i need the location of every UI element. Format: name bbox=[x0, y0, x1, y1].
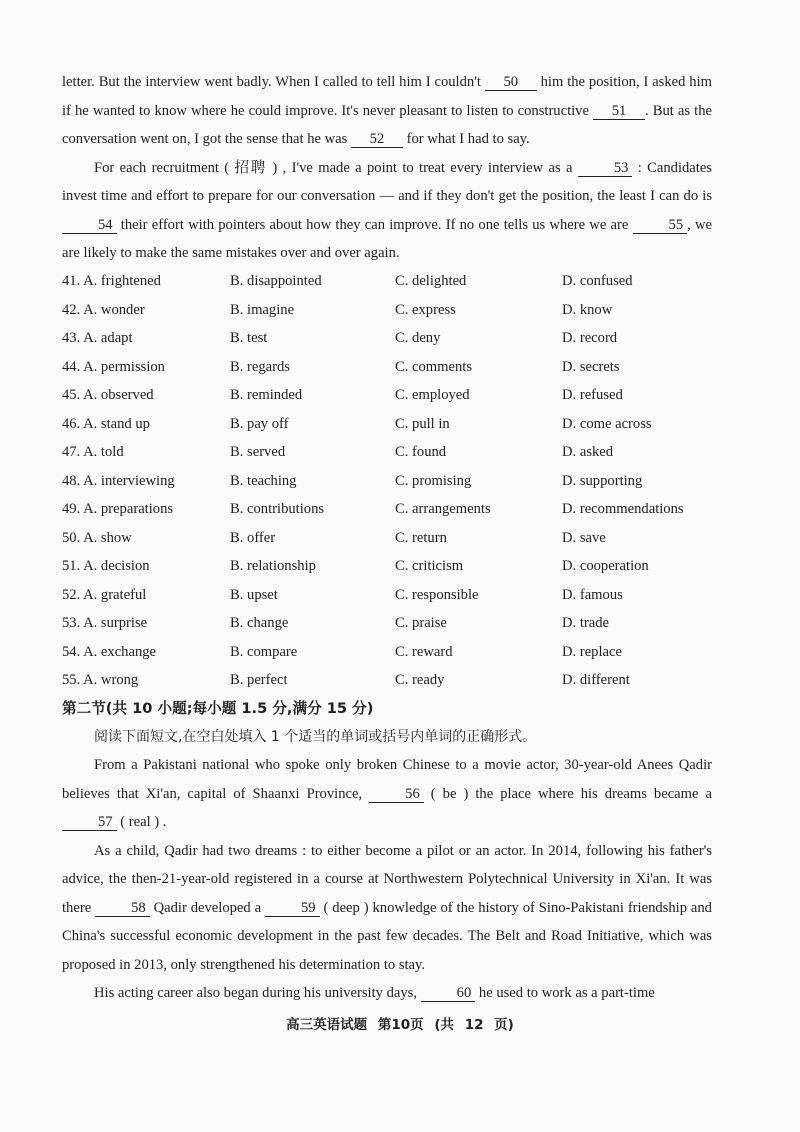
option-d[interactable]: D. asked bbox=[562, 444, 614, 461]
option-b[interactable]: B. contributions bbox=[230, 501, 325, 518]
option-a[interactable]: 47. A. told bbox=[62, 444, 124, 461]
option-b[interactable]: B. served bbox=[230, 444, 286, 461]
option-d[interactable]: D. know bbox=[562, 301, 613, 318]
text: , we are likely to make the same mistakes over and over again. bbox=[62, 216, 712, 261]
option-c[interactable]: C. arrangements bbox=[395, 501, 491, 518]
text: For each recruitment ( 招聘 ) , I've made a point to treat every interview as a bbox=[94, 159, 578, 176]
option-a[interactable]: 44. A. permission bbox=[62, 358, 165, 375]
blank-58[interactable]: 58 bbox=[95, 900, 150, 917]
option-b[interactable]: B. upset bbox=[230, 586, 278, 603]
option-row bbox=[62, 524, 712, 553]
passage-paragraph-5 bbox=[62, 979, 712, 1008]
option-d[interactable]: D. confused bbox=[562, 273, 633, 290]
option-row bbox=[62, 268, 712, 297]
options-table bbox=[62, 268, 712, 696]
option-d[interactable]: D. save bbox=[562, 529, 606, 546]
option-b[interactable]: B. test bbox=[230, 330, 268, 347]
option-d[interactable]: D. trade bbox=[562, 615, 610, 632]
option-b[interactable]: B. relationship bbox=[230, 558, 316, 575]
option-a[interactable]: 48. A. interviewing bbox=[62, 472, 175, 489]
text: . But as the conversation went on, I got the sense that he was bbox=[62, 102, 712, 147]
option-c[interactable]: C. criticism bbox=[395, 558, 464, 575]
blank-53[interactable]: 53 bbox=[578, 160, 633, 177]
text: ( be ) the place where his dreams became a bbox=[423, 785, 712, 802]
option-b[interactable]: B. compare bbox=[230, 643, 298, 660]
option-row bbox=[62, 382, 712, 411]
blank-56[interactable]: 56 bbox=[369, 786, 424, 803]
option-d[interactable]: D. come across bbox=[562, 415, 652, 432]
option-row bbox=[62, 296, 712, 325]
option-c[interactable]: C. found bbox=[395, 444, 447, 461]
text: their effort with pointers about how they can improve. If no one tells us where we are bbox=[116, 216, 633, 233]
option-a[interactable]: 41. A. frightened bbox=[62, 273, 161, 290]
passage-paragraph-1 bbox=[62, 68, 712, 154]
option-b[interactable]: B. imagine bbox=[230, 301, 295, 318]
option-row bbox=[62, 410, 712, 439]
option-c[interactable]: C. promising bbox=[395, 472, 472, 489]
option-a[interactable]: 42. A. wonder bbox=[62, 301, 145, 318]
option-d[interactable]: D. record bbox=[562, 330, 618, 347]
text: ( real ) . bbox=[116, 814, 167, 830]
option-d[interactable]: D. famous bbox=[562, 586, 623, 603]
option-row bbox=[62, 667, 712, 696]
blank-59[interactable]: 59 bbox=[265, 900, 320, 917]
blank-50[interactable]: 50 bbox=[485, 74, 537, 91]
text: : Candidates invest time and effort to prepare for our conversation — and if they don't get the position, the least I can do is bbox=[62, 159, 712, 204]
option-c[interactable]: C. delighted bbox=[395, 273, 467, 290]
option-d[interactable]: D. recommendations bbox=[562, 501, 684, 518]
passage-paragraph-3 bbox=[62, 751, 712, 837]
option-a[interactable]: 53. A. surprise bbox=[62, 615, 148, 632]
option-a[interactable]: 54. A. exchange bbox=[62, 643, 157, 660]
option-a[interactable]: 50. A. show bbox=[62, 529, 132, 546]
blank-60[interactable]: 60 bbox=[421, 985, 476, 1002]
option-c[interactable]: C. express bbox=[395, 301, 456, 318]
section-instruction: 阅读下面短文,在空白处填入 1 个适当的单词或括号内单词的正确形式。 bbox=[94, 729, 537, 745]
option-d[interactable]: D. replace bbox=[562, 643, 622, 660]
option-row bbox=[62, 325, 712, 354]
option-a[interactable]: 49. A. preparations bbox=[62, 501, 174, 518]
text: letter. But the interview went badly. When I called to tell him I couldn't bbox=[62, 74, 485, 90]
option-a[interactable]: 46. A. stand up bbox=[62, 415, 150, 432]
option-b[interactable]: B. reminded bbox=[230, 387, 303, 404]
blank-55[interactable]: 55 bbox=[633, 217, 688, 234]
option-d[interactable]: D. cooperation bbox=[562, 558, 649, 575]
option-d[interactable]: D. refused bbox=[562, 387, 623, 404]
option-c[interactable]: C. praise bbox=[395, 615, 447, 632]
option-c[interactable]: C. ready bbox=[395, 672, 445, 689]
option-c[interactable]: C. reward bbox=[395, 643, 453, 660]
option-a[interactable]: 55. A. wrong bbox=[62, 672, 139, 689]
passage-paragraph-4 bbox=[62, 837, 712, 980]
option-c[interactable]: C. employed bbox=[395, 387, 470, 404]
option-c[interactable]: C. pull in bbox=[395, 415, 450, 432]
option-b[interactable]: B. regards bbox=[230, 358, 290, 375]
option-row bbox=[62, 467, 712, 496]
option-b[interactable]: B. teaching bbox=[230, 472, 297, 489]
passage-paragraph-2 bbox=[62, 154, 712, 268]
option-c[interactable]: C. responsible bbox=[395, 586, 479, 603]
option-d[interactable]: D. different bbox=[562, 672, 630, 689]
option-row bbox=[62, 610, 712, 639]
option-row bbox=[62, 553, 712, 582]
blank-57[interactable]: 57 bbox=[62, 814, 117, 831]
section-title: 第二节(共 10 小题;每小题 1.5 分,满分 15 分) bbox=[62, 700, 374, 717]
text: ( deep ) knowledge of the history of Sino-Pakistani friendship and China's successful economic development in the past few decades. The Belt and Road Initiative, which was proposed in 2013, only strengthened his determination to stay. bbox=[62, 899, 712, 973]
option-d[interactable]: D. supporting bbox=[562, 472, 643, 489]
option-b[interactable]: B. pay off bbox=[230, 415, 289, 432]
option-b[interactable]: B. change bbox=[230, 615, 289, 632]
option-row bbox=[62, 353, 712, 382]
page-content bbox=[62, 68, 712, 1008]
option-row bbox=[62, 581, 712, 610]
blank-51[interactable]: 51 bbox=[593, 103, 645, 120]
option-row bbox=[62, 439, 712, 468]
option-c[interactable]: C. return bbox=[395, 529, 447, 546]
text: him the position, I asked him if he wanted to know where he could improve. It's never pleasant to listen to constructive bbox=[62, 74, 712, 119]
option-c[interactable]: C. deny bbox=[395, 330, 441, 347]
option-c[interactable]: C. comments bbox=[395, 358, 473, 375]
text: As a child, Qadir had two dreams : to either become a pilot or an actor. In 2014, following his father's advice, the then-21-year-old registered in a course at Northwestern Polytechnical University in Xi'an. It was there bbox=[62, 842, 712, 916]
text: From a Pakistani national who spoke only broken Chinese to a movie actor, 30-year-old Anees Qadir believes that Xi'an, capital of Shaanxi Province, bbox=[62, 757, 712, 802]
option-b[interactable]: B. disappointed bbox=[230, 273, 322, 290]
option-a[interactable]: 45. A. observed bbox=[62, 387, 154, 404]
text: His acting career also began during his university days, bbox=[94, 985, 421, 1001]
option-a[interactable]: 52. A. grateful bbox=[62, 586, 147, 603]
text: for what I had to say. bbox=[402, 131, 530, 147]
text: he used to work as a part-time bbox=[475, 985, 655, 1001]
page-footer: 高三英语试题 第10页 (共 12 页) bbox=[286, 1017, 514, 1033]
option-a[interactable]: 43. A. adapt bbox=[62, 330, 133, 347]
option-a[interactable]: 51. A. decision bbox=[62, 558, 150, 575]
option-b[interactable]: B. perfect bbox=[230, 672, 288, 689]
option-row bbox=[62, 496, 712, 525]
option-b[interactable]: B. offer bbox=[230, 529, 276, 546]
option-d[interactable]: D. secrets bbox=[562, 358, 620, 375]
blank-52[interactable]: 52 bbox=[351, 131, 403, 148]
blank-54[interactable]: 54 bbox=[62, 217, 117, 234]
option-row bbox=[62, 638, 712, 667]
text: Qadir developed a bbox=[149, 899, 265, 916]
